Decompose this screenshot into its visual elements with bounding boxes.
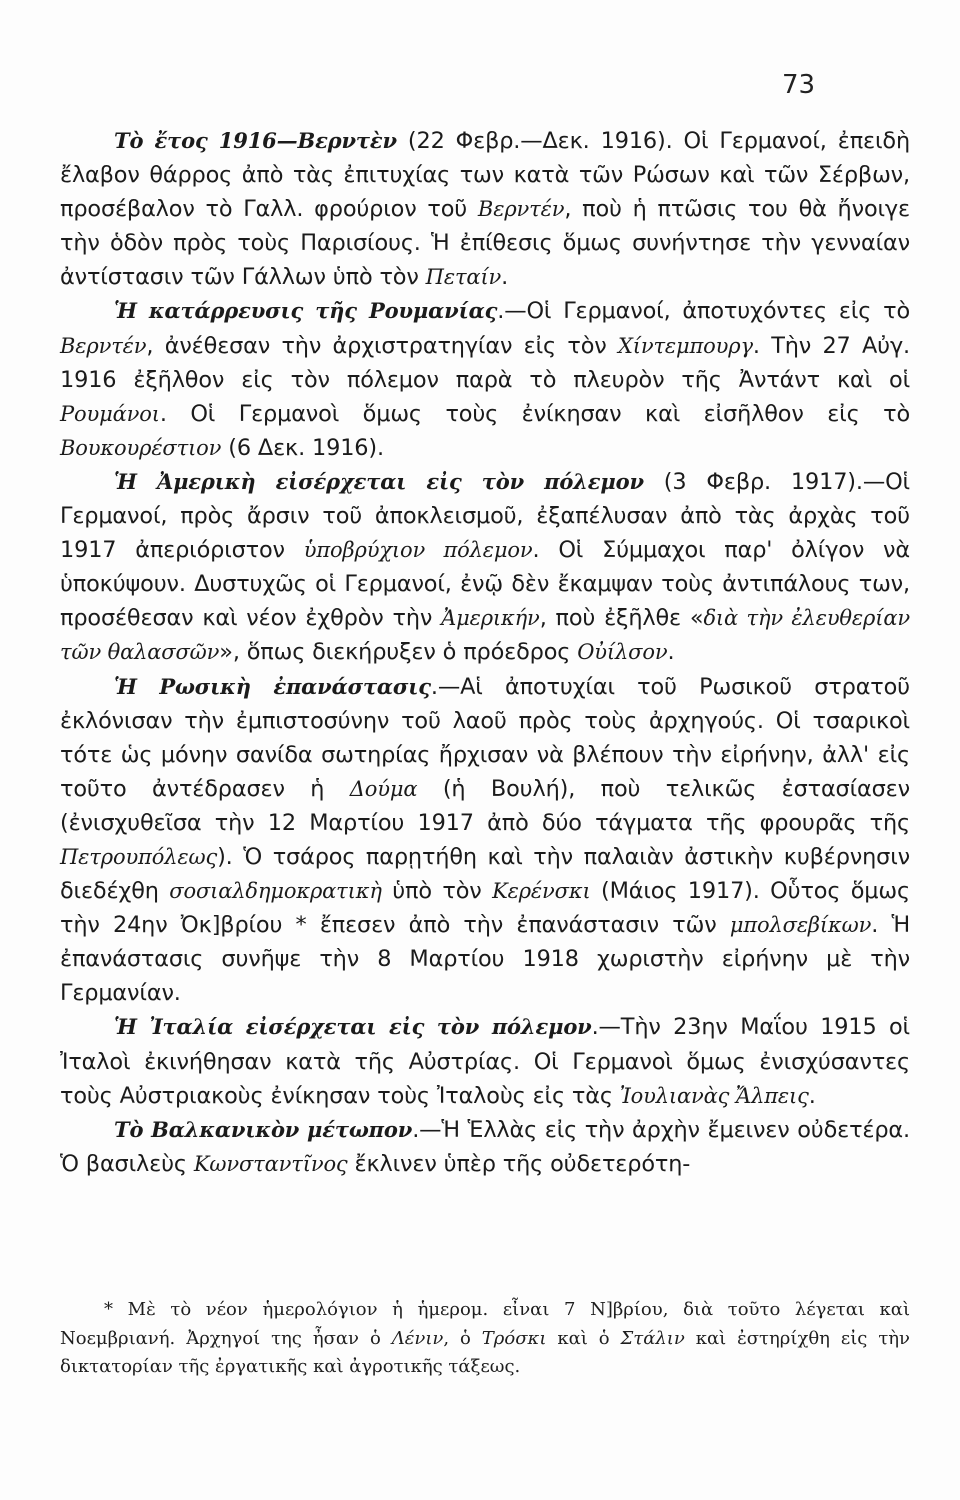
text-run: . (501, 264, 509, 291)
text-run: Δούμα (349, 776, 418, 801)
page-number: 73 (782, 70, 816, 100)
text-run: (6 Δεκ. 1916). (221, 434, 384, 461)
text-run: Ἡ Ρωσικὴ ἐπανάστασις (114, 673, 431, 699)
text-run: Ἡ κατάρρευσις τῆς Ρουμανίας (114, 298, 498, 324)
text-run: Τὸ ἔτος 1916—Βερντὲν (114, 128, 397, 153)
text-run: . Τὴν 27 Αὐγ. 1916 ἐξῆλθον εἰς τὸν πόλεμον παρὰ τὸ πλευρὸν τῆς Ἀντάντ καὶ οἱ (60, 332, 911, 393)
text-run: Βερντέν (60, 333, 147, 358)
text-run: Κερένσκι (492, 879, 591, 904)
text-run: Ἡ Ἀμερικὴ εἰσέρχεται εἰς τὸν πόλεμον (114, 468, 644, 494)
footnote-run: καὶ ἐστηρίχθη εἰς τὴν δικτατορίαν τῆς ἐργατικῆς καὶ ἀγροτικῆς τάξεως. (60, 1327, 911, 1377)
footnote (60, 1296, 910, 1382)
text-run: Πετρουπόλεως (60, 844, 218, 869)
text-run: Πεταίν (425, 265, 502, 290)
paragraph-verdun (60, 124, 910, 294)
text-run: Χίντεμπουργ (617, 333, 753, 358)
text-run: Τὸ Βαλκανικὸν μέτωπον (114, 1116, 413, 1142)
footnote-run: Στάλιν (620, 1327, 685, 1349)
text-run: .—Ἡ Ἑλλὰς εἰς τὴν ἀρχὴν ἔμεινεν οὐδετέρα. Ὁ βασιλεὺς (60, 1116, 910, 1177)
text-run: σοσιαλδημοκρατικὴ (169, 879, 382, 904)
footnote-run: Λένιν (391, 1327, 444, 1349)
text-run: .—Τὴν 23ην Μαΐου 1915 οἱ Ἰταλοὶ ἐκινήθησαν κατὰ τῆς Αὐστρίας. Οἱ Γερμανοὶ ὅμως ἐνισχύσαντες τοὺς Αὐστριακοὺς ἐνίκησαν τοὺς Ἰταλοὺς εἰς τὰς (60, 1014, 910, 1109)
text-run: Κωνσταντῖνος (193, 1151, 348, 1176)
text-run: Ἰουλιανὰς Ἄλπεις (619, 1083, 809, 1108)
text-run: (22 Φεβρ.—Δεκ. 1916). Οἱ Γερμανοί, ἐπειδὴ ἔλαβον θάρρος ἀπὸ τὰς ἐπιτυχίας των κατὰ τῶν Ρώσων καὶ τῶν Σέρβων, προσέβαλον τὸ Γαλλ. φρούριον τοῦ (60, 128, 910, 223)
footnote-run: * Μὲ τὸ νέον ἡμερολόγιον ἡ ἡμερομ. εἶναι 7 Ν]βρίου, διὰ τοῦτο λέγεται καὶ Νοεμβριανή. Ἀρχηγοί της ἦσαν ὁ (60, 1299, 910, 1349)
text-run: (3 Φεβρ. 1917).—Οἱ Γερμανοί, πρὸς ἄρσιν τοῦ ἀποκλεισμοῦ, ἐξαπέλυσαν ἀπὸ τὰς ἀρχὰς τοῦ 1917 ἀπεριόριστον (60, 468, 910, 564)
text-run: μπολσεβίκων (729, 913, 872, 938)
text-run: ὑπὸ τὸν (381, 878, 493, 905)
text-run: . (667, 639, 675, 666)
text-run: », ὅπως διεκήρυξεν ὁ πρόεδρος (219, 639, 578, 666)
paragraph-america (60, 465, 910, 670)
text-run: , ποὺ ἐξῆλθε « (539, 605, 704, 632)
text-run: . (808, 1082, 816, 1109)
text-run: .—Οἱ Γερμανοί, ἀποτυχόντες εἰς τὸ (497, 298, 911, 325)
text-run: . Οἱ Γερμανοὶ ὅμως τοὺς ἐνίκησαν καὶ εἰσῆλθον εἰς τὸ (159, 400, 910, 427)
body-text (60, 124, 910, 1181)
text-run: Βερντέν (477, 197, 565, 222)
text-run: ). Ὁ τσάρος παρῃτήθη καὶ τὴν παλαιὰν ἀστικὴν κυβέρνησιν διεδέχθη (60, 843, 910, 905)
text-run: Ἀμερικήν (441, 606, 540, 631)
text-run: Ρουμάνοι (60, 401, 160, 426)
text-run: διὰ τὴν ἐλευθερίαν τῶν θαλασσῶν (60, 606, 910, 665)
text-run: .—Αἱ ἀποτυχίαι τοῦ Ρωσικοῦ στρατοῦ ἐκλόνισαν τὴν ἐμπιστοσύνην τοῦ λαοῦ πρὸς τοὺς ἀρχηγούς. Οἱ τσαρικοὶ τότε ὡς μόνην σανίδα σωτηρίας ἤρχισαν νὰ βλέπουν τὴν εἰρήνην, ἀλλ' εἰς τοῦτο ἀντέδρασεν ἡ (60, 673, 910, 802)
text-run: Οὐίλσον (577, 640, 668, 665)
paragraph-italy (60, 1010, 910, 1112)
paragraph-balkan-front (60, 1113, 910, 1181)
text-run: Βουκουρέστιον (60, 435, 222, 460)
text-run: ὑποβρύχιον πόλεμον (303, 538, 533, 563)
text-run: (Μάιος 1917). Οὗτος ὅμως τὴν 24ην Ὀκ]βρίου * ἔπεσεν ἀπὸ τὴν ἐπανάστασιν τῶν (60, 878, 910, 939)
paragraph-russian-revolution (60, 670, 910, 1011)
text-run: ἔκλινεν ὑπὲρ τῆς οὐδετερότη- (347, 1150, 691, 1177)
text-run: . Ἡ ἐπανάστασις συνῆψε τὴν 8 Μαρτίου 1918 χωριστὴν εἰρήνην μὲ τὴν Γερμανίαν. (60, 912, 911, 1007)
text-run: , ποὺ ἡ πτῶσις του θὰ ἤνοιγε τὴν ὁδὸν πρὸς τοὺς Παρισίους. Ἡ ἐπίθεσις ὅμως συνήντησε τὴν γενναίαν ἀντίστασιν τῶν Γάλλων ὑπὸ τὸν (60, 196, 910, 291)
text-run: , ἀνέθεσαν τὴν ἀρχιστρατηγίαν εἰς τὸν (146, 332, 618, 359)
footnote-run: , ὁ (443, 1327, 482, 1349)
footnote-run: Τρόσκι (481, 1327, 547, 1349)
text-run: (ἡ Βουλή), ποὺ τελικῶς ἐστασίασεν (ἐνισχυθεῖσα τὴν 12 Μαρτίου 1917 ἀπὸ δύο τάγματα τῆς φρουρᾶς τῆς (60, 775, 910, 836)
footnote-run: καὶ ὁ (546, 1327, 621, 1349)
text-run: . Οἱ Σύμμαχοι παρ' ὀλίγον νὰ ὑποκύψουν. Δυστυχῶς οἱ Γερμανοί, ἐνῷ δὲν ἔκαμψαν τοὺς ἀντιπάλους των, προσέθεσαν καὶ νέον ἐχθρὸν τὴν (60, 537, 911, 632)
paragraph-romania (60, 294, 910, 464)
text-run: Ἡ Ἰταλία εἰσέρχεται εἰς τὸν πόλεμον (114, 1014, 592, 1040)
